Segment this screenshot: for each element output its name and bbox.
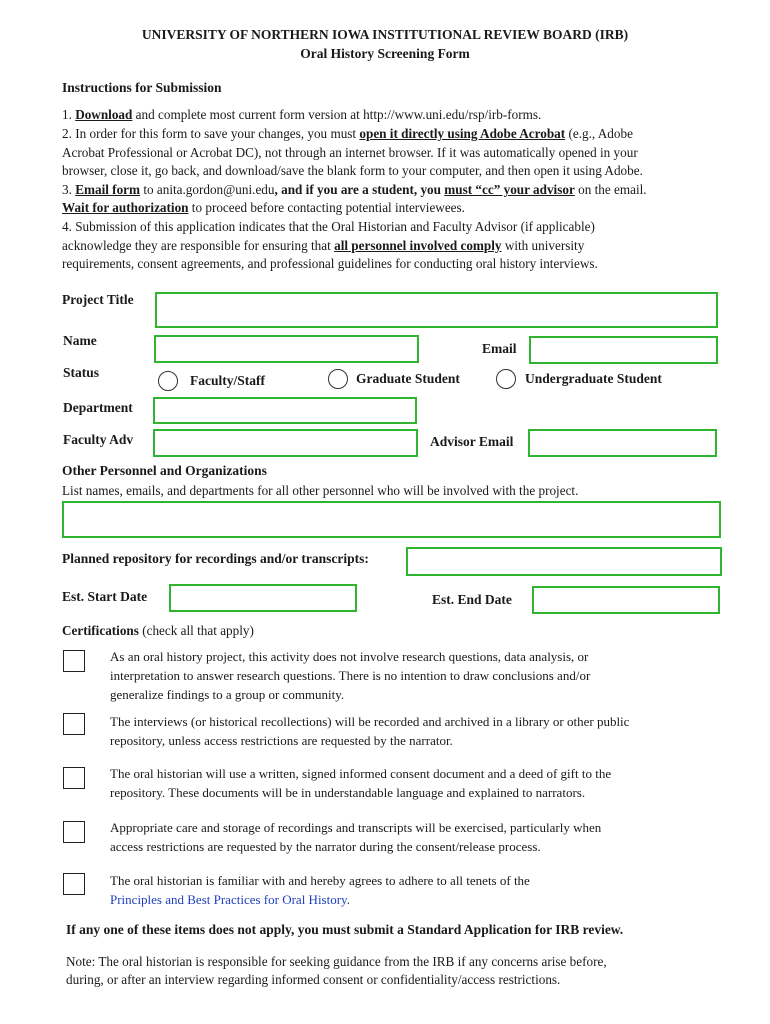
certification-checkbox-1[interactable]	[63, 650, 85, 672]
advisor-email-label: Advisor Email	[430, 434, 514, 449]
instruction-line-2	[62, 126, 633, 142]
certification-checkbox-4[interactable]	[63, 821, 85, 843]
department-label: Department	[63, 400, 133, 415]
start-date-label: Est. Start Date	[62, 589, 148, 604]
text: (check all that apply)	[138, 623, 254, 638]
certification-checkbox-3[interactable]	[63, 767, 85, 789]
certification-checkbox-5[interactable]	[63, 873, 85, 895]
text: 2. In order for this form to save your changes, you must	[62, 126, 360, 141]
name-label: Name	[63, 333, 97, 348]
certification-text-5	[110, 871, 530, 909]
comply-emphasis: all personnel involved comply	[334, 238, 502, 253]
text: The oral historian is familiar with and hereby agrees to adhere to all tenets of the	[110, 873, 530, 888]
faculty-adv-label: Faculty Adv	[63, 432, 134, 447]
wait-emphasis: Wait for authorization	[62, 200, 189, 215]
certification-text-3	[110, 764, 611, 802]
status-option-graduate: Graduate Student	[356, 371, 460, 386]
text: .	[346, 892, 350, 907]
text: and complete most current form version at http://www.uni.edu/rsp/irb-forms.	[132, 107, 542, 122]
text: (e.g., Adobe	[565, 126, 633, 141]
certification-text-2	[110, 712, 629, 750]
other-personnel-description: List names, emails, and departments for all other personnel who will be involved with the project.	[62, 483, 579, 498]
repository-label: Planned repository for recordings and/or transcripts:	[62, 551, 369, 566]
email-form-link[interactable]: Email form	[75, 182, 141, 197]
certifications-heading	[62, 623, 254, 639]
email-field[interactable]	[529, 336, 718, 364]
cc-advisor-emphasis: must “cc” your advisor	[444, 182, 575, 197]
text: with university	[501, 238, 585, 253]
status-radio-faculty[interactable]	[158, 371, 178, 391]
note-line-2: during, or after an interview regarding informed consent or confidentiality/access restrictions.	[66, 972, 561, 987]
text: Appropriate care and storage of recordings and transcripts will be exercised, particularly when	[110, 820, 602, 835]
text: access restrictions are requested by the narrator during the consent/release process.	[110, 839, 541, 854]
text: Certifications	[62, 623, 139, 638]
form-title: UNIVERSITY OF NORTHERN IOWA INSTITUTIONAL REVIEW BOARD (IRB)	[141, 27, 629, 42]
advisor-email-field[interactable]	[528, 429, 717, 457]
text: interpretation to answer research questions. There is no intention to draw conclusions and/or	[110, 668, 591, 683]
text: acknowledge they are responsible for ensuring that	[62, 238, 335, 253]
text: 3.	[62, 182, 76, 197]
best-practices-link[interactable]: Principles and Best Practices for Oral History	[110, 892, 347, 907]
text: The oral historian will use a written, signed informed consent document and a deed of gift to the	[110, 766, 612, 781]
text: As an oral history project, this activity does not involve research questions, data analysis, or	[110, 649, 589, 664]
text: to anita.gordon@uni.edu	[140, 182, 275, 197]
instruction-line-6	[62, 200, 465, 216]
instruction-line-9: requirements, consent agreements, and professional guidelines for conducting oral history interviews.	[62, 256, 598, 271]
note-line-1: Note: The oral historian is responsible for seeking guidance from the IRB if any concerns arise before,	[66, 954, 607, 969]
text: The interviews (or historical recollections) will be recorded and archived in a library or other public	[110, 714, 630, 729]
text: to proceed before contacting potential interviewees.	[188, 200, 465, 215]
text: on the email.	[574, 182, 647, 197]
text: repository, unless access restrictions are requested by the narrator.	[110, 733, 453, 748]
repository-field[interactable]	[406, 547, 722, 576]
status-radio-graduate[interactable]	[328, 369, 348, 389]
project-title-label: Project Title	[62, 292, 134, 307]
instruction-line-4: browser, close it, go back, and download/save the blank form to your computer, and then open it using Adobe.	[62, 163, 643, 178]
faculty-adv-field[interactable]	[153, 429, 418, 457]
certification-checkbox-2[interactable]	[63, 713, 85, 735]
text	[110, 890, 530, 909]
project-title-field[interactable]	[155, 292, 718, 328]
other-personnel-heading: Other Personnel and Organizations	[62, 463, 267, 478]
certification-text-1	[110, 647, 590, 704]
instruction-line-1	[62, 107, 541, 123]
status-option-faculty: Faculty/Staff	[190, 373, 265, 388]
status-label: Status	[63, 365, 100, 380]
email-label: Email	[482, 341, 517, 356]
department-field[interactable]	[153, 397, 417, 424]
download-link[interactable]: Download	[75, 107, 133, 122]
instruction-line-7: 4. Submission of this application indicates that the Oral Historian and Faculty Advisor (if applicable)	[62, 219, 595, 234]
end-date-field[interactable]	[532, 586, 720, 614]
status-radio-undergraduate[interactable]	[496, 369, 516, 389]
instructions-heading: Instructions for Submission	[62, 80, 222, 95]
form-subtitle: Oral History Screening Form	[300, 46, 470, 61]
text: 1.	[62, 107, 76, 122]
instruction-line-5	[62, 182, 647, 198]
instruction-line-3: Acrobat Professional or Acrobat DC), not through an internet browser. If it was automatically opened in your	[62, 145, 638, 160]
other-personnel-field[interactable]	[62, 501, 721, 538]
text: , and if you are a student, you	[274, 182, 445, 197]
certification-text-4	[110, 818, 601, 856]
text: repository. These documents will be in understandable language and explained to narrators.	[110, 785, 586, 800]
start-date-field[interactable]	[169, 584, 357, 612]
name-field[interactable]	[154, 335, 419, 363]
instruction-line-8	[62, 238, 584, 254]
status-option-undergraduate: Undergraduate Student	[525, 371, 662, 386]
end-date-label: Est. End Date	[432, 592, 512, 607]
adobe-emphasis: open it directly using Adobe Acrobat	[359, 126, 566, 141]
warning-text: If any one of these items does not apply, you must submit a Standard Application for IRB review.	[66, 922, 624, 937]
text: generalize findings to a group or community.	[110, 687, 345, 702]
